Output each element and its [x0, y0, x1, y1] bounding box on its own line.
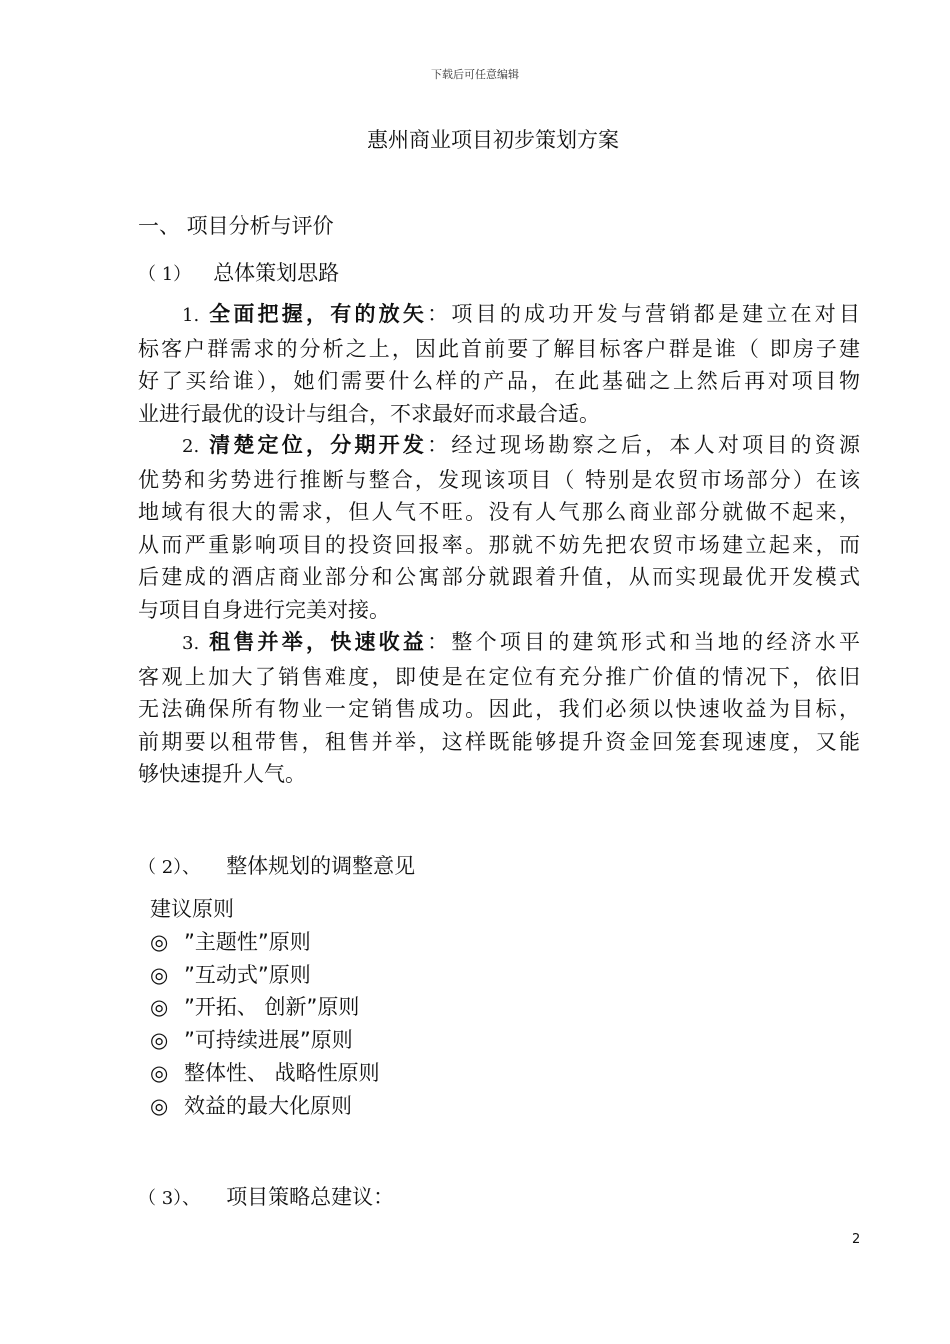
subsection-heading-3: [138, 1181, 394, 1211]
subsection-label: 整体规划的调整意见: [226, 854, 416, 878]
list-item: ◎ ”可持续进展”原则: [150, 1024, 380, 1057]
circle-bullet-icon: ◎: [150, 1093, 169, 1118]
subsection-heading-2: [138, 850, 415, 880]
circle-bullet-icon: ◎: [150, 1028, 169, 1053]
paragraph-line: 前期要以租带售，租售并举，这样既能够提升资金回笼套现速度，又能: [138, 729, 860, 754]
paragraph-1: [138, 298, 860, 430]
circle-bullet-icon: ◎: [150, 995, 169, 1020]
paragraph-3: [138, 626, 860, 791]
paragraph-2: [138, 429, 860, 627]
subsection-label: 总体策划思路: [213, 261, 340, 285]
list-item: ◎ 整体性、 战略性原则: [150, 1057, 380, 1090]
paragraph-line: 优势和劣势进行推断与整合，发现该项目（ 特别是农贸市场部分）在该: [138, 467, 860, 492]
paragraph-line: 地域有很大的需求，但人气不旺。没有人气那么商业部分就做不起来，: [138, 500, 860, 525]
section-heading-1: 一、 项目分析与评价: [138, 214, 334, 238]
paragraph-line: 够快速提升人气。: [138, 762, 306, 787]
subsection-number: （ 3）、: [138, 1188, 201, 1209]
paragraph-lead: 租售并举，快速收益: [209, 630, 428, 654]
subsection-heading-1: [138, 257, 339, 287]
paragraph-lead: 清楚定位，分期开发: [209, 433, 428, 457]
list-item: ◎ ”互动式”原则: [150, 959, 380, 992]
paragraph-line: 后建成的酒店商业部分和公寓部分就跟着升值，从而实现最优开发模式: [138, 565, 860, 590]
paragraph-line: 从而严重影响项目的投资回报率。那就不妨先把农贸市场建立起来，而: [138, 532, 860, 557]
list-item: ◎ ”开拓、 创新”原则: [150, 991, 380, 1024]
subsection-number: （ 2）、: [138, 857, 201, 878]
circle-bullet-icon: ◎: [150, 962, 169, 987]
list-item: ◎ 效益的最大化原则: [150, 1090, 380, 1123]
document-title: 惠州商业项目初步策划方案: [367, 128, 619, 152]
paragraph-line: 客观上加大了销售难度，即使是在定位有充分推广价值的情况下，依旧: [138, 664, 860, 689]
list-item: ◎ ”主题性”原则: [150, 926, 380, 959]
subsection-label: 项目策略总建议：: [226, 1185, 395, 1209]
header-note: 下载后可任意编辑: [431, 68, 519, 81]
paragraph-line: 与项目自身进行完美对接。: [138, 597, 390, 622]
circle-bullet-icon: ◎: [150, 929, 169, 954]
subsection-number: （ 1）: [138, 264, 192, 285]
paragraph-line: 业进行最优的设计与组合，不求最好而求最合适。: [138, 401, 600, 426]
paragraph-line: 1. 全面把握，有的放矢：项目的成功开发与营销都是建立在对目: [182, 302, 860, 326]
page-number: 2: [852, 1232, 861, 1247]
principles-list: [150, 893, 380, 1123]
principles-heading: 建议原则: [150, 897, 234, 921]
circle-bullet-icon: ◎: [150, 1060, 169, 1085]
paragraph-line: 2. 清楚定位，分期开发：经过现场勘察之后，本人对项目的资源: [182, 433, 860, 457]
paragraph-line: 好了买给谁），她们需要什么样的产品，在此基础之上然后再对项目物: [138, 369, 860, 394]
paragraph-line: 标客户群需求的分析之上，因此首前要了解目标客户群是谁（ 即房子建: [138, 336, 860, 361]
paragraph-line: 3. 租售并举，快速收益：整个项目的建筑形式和当地的经济水平: [182, 630, 860, 654]
paragraph-lead: 全面把握，有的放矢: [209, 302, 428, 326]
paragraph-line: 无法确保所有物业一定销售成功。因此，我们必须以快速收益为目标，: [138, 697, 860, 722]
